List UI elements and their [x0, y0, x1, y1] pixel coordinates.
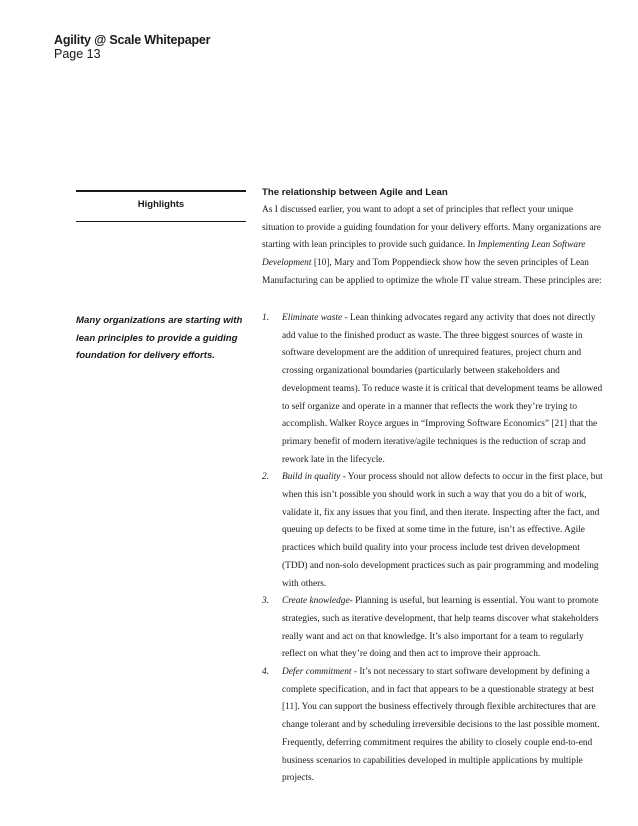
item-number: 1. [262, 313, 270, 323]
highlights-bottom-rule [76, 221, 246, 222]
principle-text: - Your process should not allow defects to occur in the first place, but when this isn’t possible you should work in such a way that you do a bit of work, validate it, fix any issues that you find, and then iterate. Inspecting after the fact, and queuing up defects to be fixed at some time in the future, isn’t as effective. Agile practices which build quality into your process include test driven development (TDD) and non-solo development practices such as pair programming and modeling with others. [282, 472, 603, 589]
item-number: 2. [262, 472, 270, 483]
principle-name: Eliminate waste [282, 313, 343, 323]
document-title: Agility @ Scale Whitepaper [54, 33, 211, 47]
principles-list [262, 310, 607, 788]
page-number: Page 13 [54, 47, 101, 61]
item-number: 4. [262, 667, 270, 678]
item-number: 3. [262, 596, 270, 607]
intro-text-2: [10], Mary and Tom Poppendieck show how the seven principles of Lean Manufacturing can be applied to optimize the whole IT value stream. These principles are: [262, 258, 602, 286]
principle-text: - Lean thinking advocates regard any activity that does not directly add value to the finished product as waste. The three biggest sources of waste in software development are the addition of unrequired features, project churn and crossing organizational boundaries (particularly between stakeholders and development teams). To reduce waste it is critical that development teams be allowed to self organize and operate in a manner that reflects the work they’re trying to accomplish. Walker Royce argues in “Improving Software Economics” [21] that the primary benefit of modern iterative/agile techniques is the reduction of scrap and rework late in the lifecycle. [282, 313, 603, 465]
principle-name: Build in quality [282, 472, 341, 483]
intro-paragraph [262, 202, 607, 291]
highlights-label: Highlights [137, 199, 185, 210]
list-item [262, 664, 607, 788]
section-heading: The relationship between Agile and Lean [262, 187, 448, 198]
list-item [262, 310, 607, 469]
principle-text: - Planning is useful, but learning is essential. You want to promote strategies, such as iterative development, that help teams discover what stakeholders really want and act on that knowledge. It’s also important for a team to regularly reflect on what they’re doing and then act to improve their approach. [282, 596, 599, 660]
intro-text-1: As I discussed earlier, you want to adopt a set of principles that reflect your unique situation to provide a guiding foundation for your delivery efforts. Many organizations are starting with lean principles to provide such guidance. In [262, 205, 601, 251]
highlights-top-rule [76, 190, 246, 192]
principle-name: Defer commitment [282, 667, 352, 678]
principle-text: - It’s not necessary to start software development by defining a complete specification, and in fact that appears to be a questionable strategy at best [11]. You can support the business effectively through flexible architectures that are change tolerant and by scheduling irreversible decisions to the last possible moment. Frequently, deferring commitment requires the ability to closely couple end-to-end business scenarios to capabilities developed in multiple applications by multiple projects. [282, 667, 600, 784]
principle-name: Create knowledge [282, 596, 350, 607]
book-title: Implementing Lean Software Development [262, 240, 586, 269]
list-item [262, 469, 607, 593]
list-item [262, 593, 607, 664]
highlight-quote: Many organizations are starting with lean principles to provide a guiding foundation for delivery efforts. [76, 315, 243, 361]
